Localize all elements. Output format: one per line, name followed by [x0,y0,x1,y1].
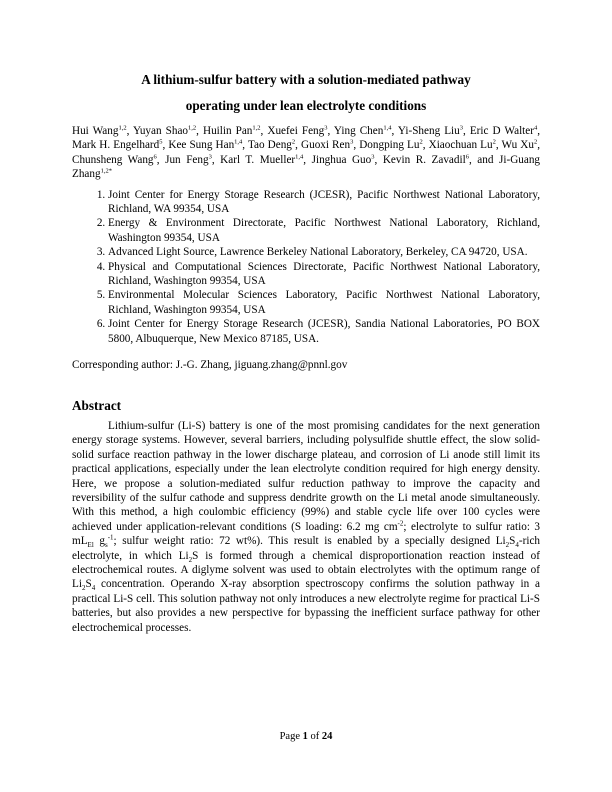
author-affiliation-marker: 2 [291,138,296,146]
author-name: Eric D Walter [469,125,534,137]
author-name: Jun Feng [165,153,209,166]
abstract-subscript: El [87,541,94,550]
author-name: Dongping Lu [359,139,420,152]
author-affiliation-marker: 3 [208,153,212,161]
author-name: Xuefei Feng [267,125,325,137]
author-affiliation-marker: 2 [533,138,538,146]
author-name: Chunsheng Wang [72,153,154,166]
author-name: Xiaochuan Lu [428,139,493,152]
author-affiliation-marker: 5 [159,138,163,146]
abstract-superscript: -2 [397,519,404,528]
author-list: Hui Wang$^{1,2}$, Yuyan Shao$^{1,2}$, Huilin Pan$^{1,2}$, Xuefei Feng$^3$, Ying Chen$^{1,4}$, Yi-Sheng Liu$^3$, Eric D Walter$^4$, Mark H. Engelhard$^5$, Kee Sung Han$^{1,4}$, Tao Deng$^2$, Guoxi Ren$^3$, Dongping Lu$^2$, Xiaochuan Lu$^2$, Wu Xu$^2$, Chunsheng Wang$^6$, Jun Feng$^3$, Karl T. Mueller$^{1,4}$, Jinghua Guo$^3$, Kevin R. Zavadil$^6$, and Ji-Guang Zhang$^{1,2*}$ [72,124,541,181]
author-name: Guoxi Ren [301,139,351,152]
affiliation-item: 4. Physical and Computational Sciences Directorate, Pacific Northwest National Laboratory, Richland, Washington 99354, USA [108,260,540,289]
abstract-text: -rich electrolyte, in which Li [72,535,541,562]
abstract-text: ; sulfur weight ratio: 72 wt%). This result is enabled by a specially designed Li [113,535,506,548]
abstract-text: ; electrolyte to sulfur ratio: 3 mL [72,520,540,548]
abstract-subscript: 4 [515,541,519,550]
abstract-superscript: -1 [107,533,114,542]
author-affiliation-marker: 1,2* [100,167,112,175]
author-affiliation-marker: 3 [324,124,328,132]
author-affiliation-marker: 3 [371,153,375,161]
author-affiliation-marker: 1,4 [234,138,243,146]
author-affiliation-marker: 1,4 [383,124,392,132]
author-name: Jinghua Guo [311,153,372,166]
author-name: Yuyan Shao [133,125,189,137]
author-affiliation-marker: 1,2 [188,124,197,132]
abstract-text: g [93,535,105,548]
author-affiliation-marker: 6 [153,153,157,161]
author-name: Kee Sung Han [168,139,235,152]
abstract-heading: Abstract [72,397,122,413]
abstract-text: Lithium-sulfur (Li-S) battery is one of the most promising candidates for the next generation energy storage systems. However, several barriers, including polysulfide shuttle effect, the slow solid-solid surface reaction pathway in the lower discharge plateau, and corrosion of Li anode still limit its practical applications, especially under the lean electrolyte condition required for high energy density. Here, we propose a solution-mediated sulfur reduction pathway to improve the capacity and reversibility of the sulfur cathode and suppress dendrite growth on the Li metal anode simultaneously. With this method, a high coulombic efficiency (99%) and stable cycle life over 100 cycles were achieved under application-relevant conditions (S loading: 6.2 mg cm [72,419,540,533]
author-name: Ying Chen [333,125,384,137]
author-name: Wu Xu [501,139,534,152]
paper-title-line-1: A lithium-sulfur battery with a solution-mediated pathway [141,72,471,87]
paper-page [72,72,540,635]
abstract-text: concentration. Operando X-ray absorption spectroscopy confirms the solution pathway in a practical Li-S cell. This solution pathway not only introduces a new electrolyte regime for practical Li-S batteries, but also provides a new perspective for bypassing the inefficient surface pathway for other electrochemical processes. [72,578,540,634]
author-affiliation-marker: 6 [465,153,469,161]
abstract-subscript: 2 [81,584,86,593]
affiliation-item: 1. Joint Center for Energy Storage Research (JCESR), Pacific Northwest National Laboratory, Richland, WA 99354, USA [108,188,540,217]
abstract-text: S [509,535,516,548]
affiliation-item: 3. Advanced Light Source, Lawrence Berkeley National Laboratory, Berkeley, CA 94720, USA. [108,245,540,259]
author-name: Tao Deng [247,139,292,152]
page-label: Page [279,731,301,742]
author-name: Kevin R. Zavadil [382,153,466,166]
author-name: Mark H. Engelhard [72,139,160,152]
abstract-text: S [85,578,92,591]
abstract-subscript: 2 [505,541,510,550]
author-name: Yi-Sheng Liu [397,125,460,137]
affiliation-item: 5. Environmental Molecular Sciences Laboratory, Pacific Northwest National Laboratory, Richland, Washington 99354, USA [108,288,540,317]
abstract-subscript: 4 [91,584,96,593]
affiliation-item: 6. Joint Center for Energy Storage Research (JCESR), Sandia National Laboratories, PO BOX 5800, Albuquerque, New Mexico 87185, USA. [108,317,540,346]
author-name: Hui Wang [72,125,119,137]
paper-title-line-2: operating under lean electrolyte conditions [185,98,427,113]
affiliation-item: 2. Energy & Environment Directorate, Pacific Northwest National Laboratory, Richland, Washington 99354, USA [108,216,540,245]
abstract-subscript: s [104,541,108,550]
author-affiliation-marker: 3 [459,124,463,132]
author-affiliation-marker: 2 [492,138,496,146]
author-name: Karl T. Mueller [220,153,296,166]
author-affiliation-marker: 1,2 [118,124,127,132]
corresponding-author: Corresponding author: J.-G. Zhang, jiguang.zhang@pnnl.gov [72,359,348,372]
page-number: 1 [302,731,308,742]
abstract-text: S is formed through a chemical disproportionation reaction instead of electrochemical routes. A diglyme solvent was used to obtain electrolytes with the optimum range of Li [72,549,540,591]
page-total: 24 [321,731,333,742]
author-affiliation-marker: 1,2 [252,124,261,132]
author-affiliation-marker: 4 [533,124,538,132]
affiliation-list [72,188,540,346]
page-footer [0,730,612,744]
author-affiliation-marker: 2 [419,138,423,146]
author-affiliation-marker: 3 [350,138,354,146]
of-label: of [310,731,320,742]
author-name: Huilin Pan [202,125,253,137]
abstract-subscript: 2 [188,555,193,564]
author-affiliation-marker: 1,4 [295,153,304,161]
abstract-body [72,419,540,635]
author-name: Ji-Guang Zhang [72,153,541,181]
